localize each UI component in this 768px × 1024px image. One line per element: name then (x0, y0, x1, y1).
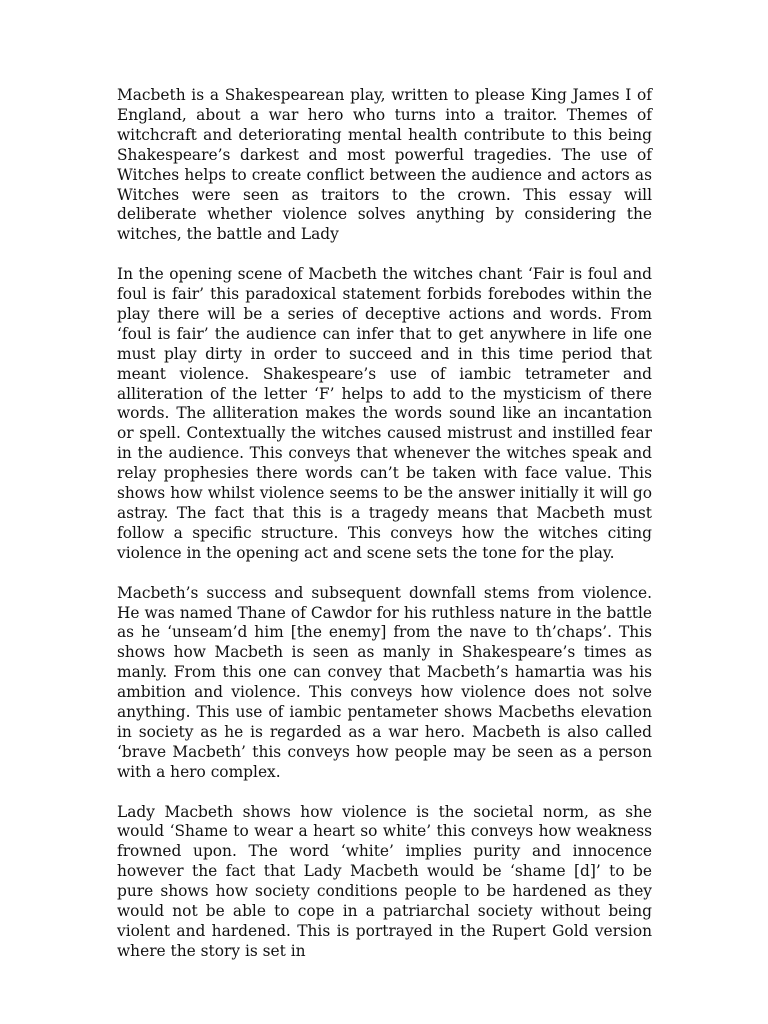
paragraph-introduction: Macbeth is a Shakespearean play, written to please King James I of England, about a war hero who turns into a traitor. Themes of witchcraft and deteriorating mental health contribute to this being Shakespeare’s darkest and most powerful tragedies. The use of Witches helps to create conflict between the audience and actors as Witches were seen as traitors to the crown. This essay will deliberate whether violence solves anything by considering the witches, the battle and Lady (117, 86, 652, 244)
paragraph-lady-macbeth: Lady Macbeth shows how violence is the societal norm, as she would ‘Shame to wear a heart so white’ this conveys how weakness frowned upon. The word ‘white’ implies purity and innocence however the fact that Lady Macbeth would be ‘shame [d]’ to be pure shows how society conditions people to be hardened as they would not be able to cope in a patriarchal society without being violent and hardened. This is portrayed in the Rupert Gold version where the story is set in (117, 802, 652, 960)
paragraph-battle: Macbeth’s success and subsequent downfall stems from violence. He was named Thane of Cawdor for his ruthless nature in the battle as he ‘unseam’d him [the enemy] from the nave to th’chaps’. This shows how Macbeth is seen as manly in Shakespeare’s times as manly. From this one can convey that Macbeth’s hamartia was his ambition and violence. This conveys how violence does not solve anything. This use of iambic pentameter shows Macbeths elevation in society as he is regarded as a war hero. Macbeth is also called ‘brave Macbeth’ this conveys how people may be seen as a person with a hero complex. (117, 583, 652, 781)
paragraph-witches: In the opening scene of Macbeth the witches chant ‘Fair is foul and foul is fair’ this paradoxical statement forbids forebodes within the play there will be a series of deceptive actions and words. From ‘foul is fair’ the audience can infer that to get anywhere in life one must play dirty in order to succeed and in this time period that meant violence. Shakespeare’s use of iambic tetrameter and alliteration of the letter ‘F’ helps to add to the mysticism of there words. The alliteration makes the words sound like an incantation or spell. Contextually the witches caused mistrust and instilled fear in the audience. This conveys that whenever the witches speak and relay prophesies there words can’t be taken with face value. This shows how whilst violence seems to be the answer initially it will go astray. The fact that this is a tragedy means that Macbeth must follow a specific structure. This conveys how the witches citing violence in the opening act and scene sets the tone for the play. (117, 265, 652, 562)
document-page (117, 86, 652, 982)
